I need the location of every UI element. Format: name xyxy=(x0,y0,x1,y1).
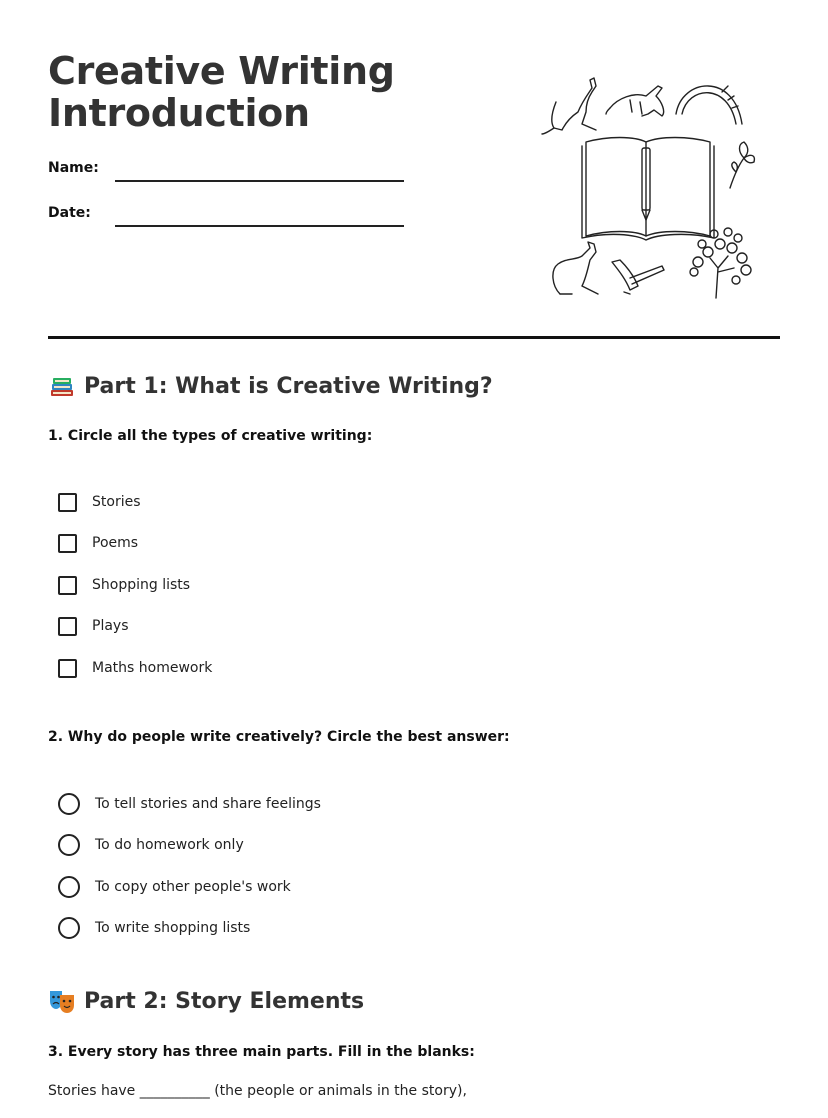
header-illustration xyxy=(538,72,758,300)
theater-masks-emoji-icon xyxy=(48,987,76,1015)
radio-button[interactable] xyxy=(58,917,80,939)
part2-heading xyxy=(48,987,364,1015)
option-poems[interactable] xyxy=(58,531,138,555)
worksheet-page xyxy=(48,0,780,1118)
open-book-drawing xyxy=(582,138,714,241)
radio-button[interactable] xyxy=(58,834,80,856)
page-title xyxy=(48,50,478,134)
option-label: Maths homework xyxy=(92,660,213,676)
option-label: Poems xyxy=(92,535,139,551)
option-label: Shopping lists xyxy=(92,577,191,593)
name-label: Name: xyxy=(48,160,99,176)
option-label: Plays xyxy=(92,618,129,634)
flower-drawing xyxy=(730,142,754,188)
option-homework-only[interactable] xyxy=(58,833,244,857)
name-blank-line[interactable] xyxy=(115,180,404,182)
kangaroo-drawing-1 xyxy=(542,78,596,134)
date-field[interactable] xyxy=(48,205,408,235)
option-maths-homework[interactable] xyxy=(58,656,212,680)
checkbox[interactable] xyxy=(58,617,77,636)
option-label: To tell stories and share feelings xyxy=(95,796,321,812)
kangaroo-drawing-3 xyxy=(553,242,598,294)
name-field[interactable] xyxy=(48,160,408,190)
option-label: Stories xyxy=(92,494,141,510)
title-line-2: Introduction xyxy=(48,91,310,135)
option-tell-stories[interactable] xyxy=(58,792,321,816)
kangaroo-drawing-2 xyxy=(606,86,664,116)
option-shopping-lists[interactable] xyxy=(58,573,190,597)
question-3-fill-in-text: Stories have __________ (the people or animals in the story), xyxy=(48,1083,467,1099)
option-copy-work[interactable] xyxy=(58,875,291,899)
radio-button[interactable] xyxy=(58,876,80,898)
section-divider xyxy=(48,336,780,339)
option-label: To do homework only xyxy=(95,837,244,853)
part1-heading xyxy=(48,372,493,400)
date-label: Date: xyxy=(48,205,91,221)
question-1-prompt: 1. Circle all the types of creative writing: xyxy=(48,428,373,444)
checkbox[interactable] xyxy=(58,534,77,553)
part1-heading-text: Part 1: What is Creative Writing? xyxy=(84,373,493,399)
tree-drawing xyxy=(690,228,751,298)
boomerang-drawing xyxy=(612,260,664,294)
option-shopping-lists[interactable] xyxy=(58,916,250,940)
option-stories[interactable] xyxy=(58,490,141,514)
question-3-prompt: 3. Every story has three main parts. Fill in the blanks: xyxy=(48,1044,475,1060)
option-label: To write shopping lists xyxy=(95,920,251,936)
option-plays[interactable] xyxy=(58,614,129,638)
question-2-prompt: 2. Why do people write creatively? Circle the best answer: xyxy=(48,729,510,745)
checkbox[interactable] xyxy=(58,493,77,512)
books-emoji-icon xyxy=(48,372,76,400)
radio-button[interactable] xyxy=(58,793,80,815)
option-label: To copy other people's work xyxy=(95,879,291,895)
title-line-1: Creative Writing xyxy=(48,49,395,93)
rainbow-drawing xyxy=(676,86,742,124)
checkbox[interactable] xyxy=(58,659,77,678)
checkbox[interactable] xyxy=(58,576,77,595)
part2-heading-text: Part 2: Story Elements xyxy=(84,988,365,1014)
date-blank-line[interactable] xyxy=(115,225,404,227)
